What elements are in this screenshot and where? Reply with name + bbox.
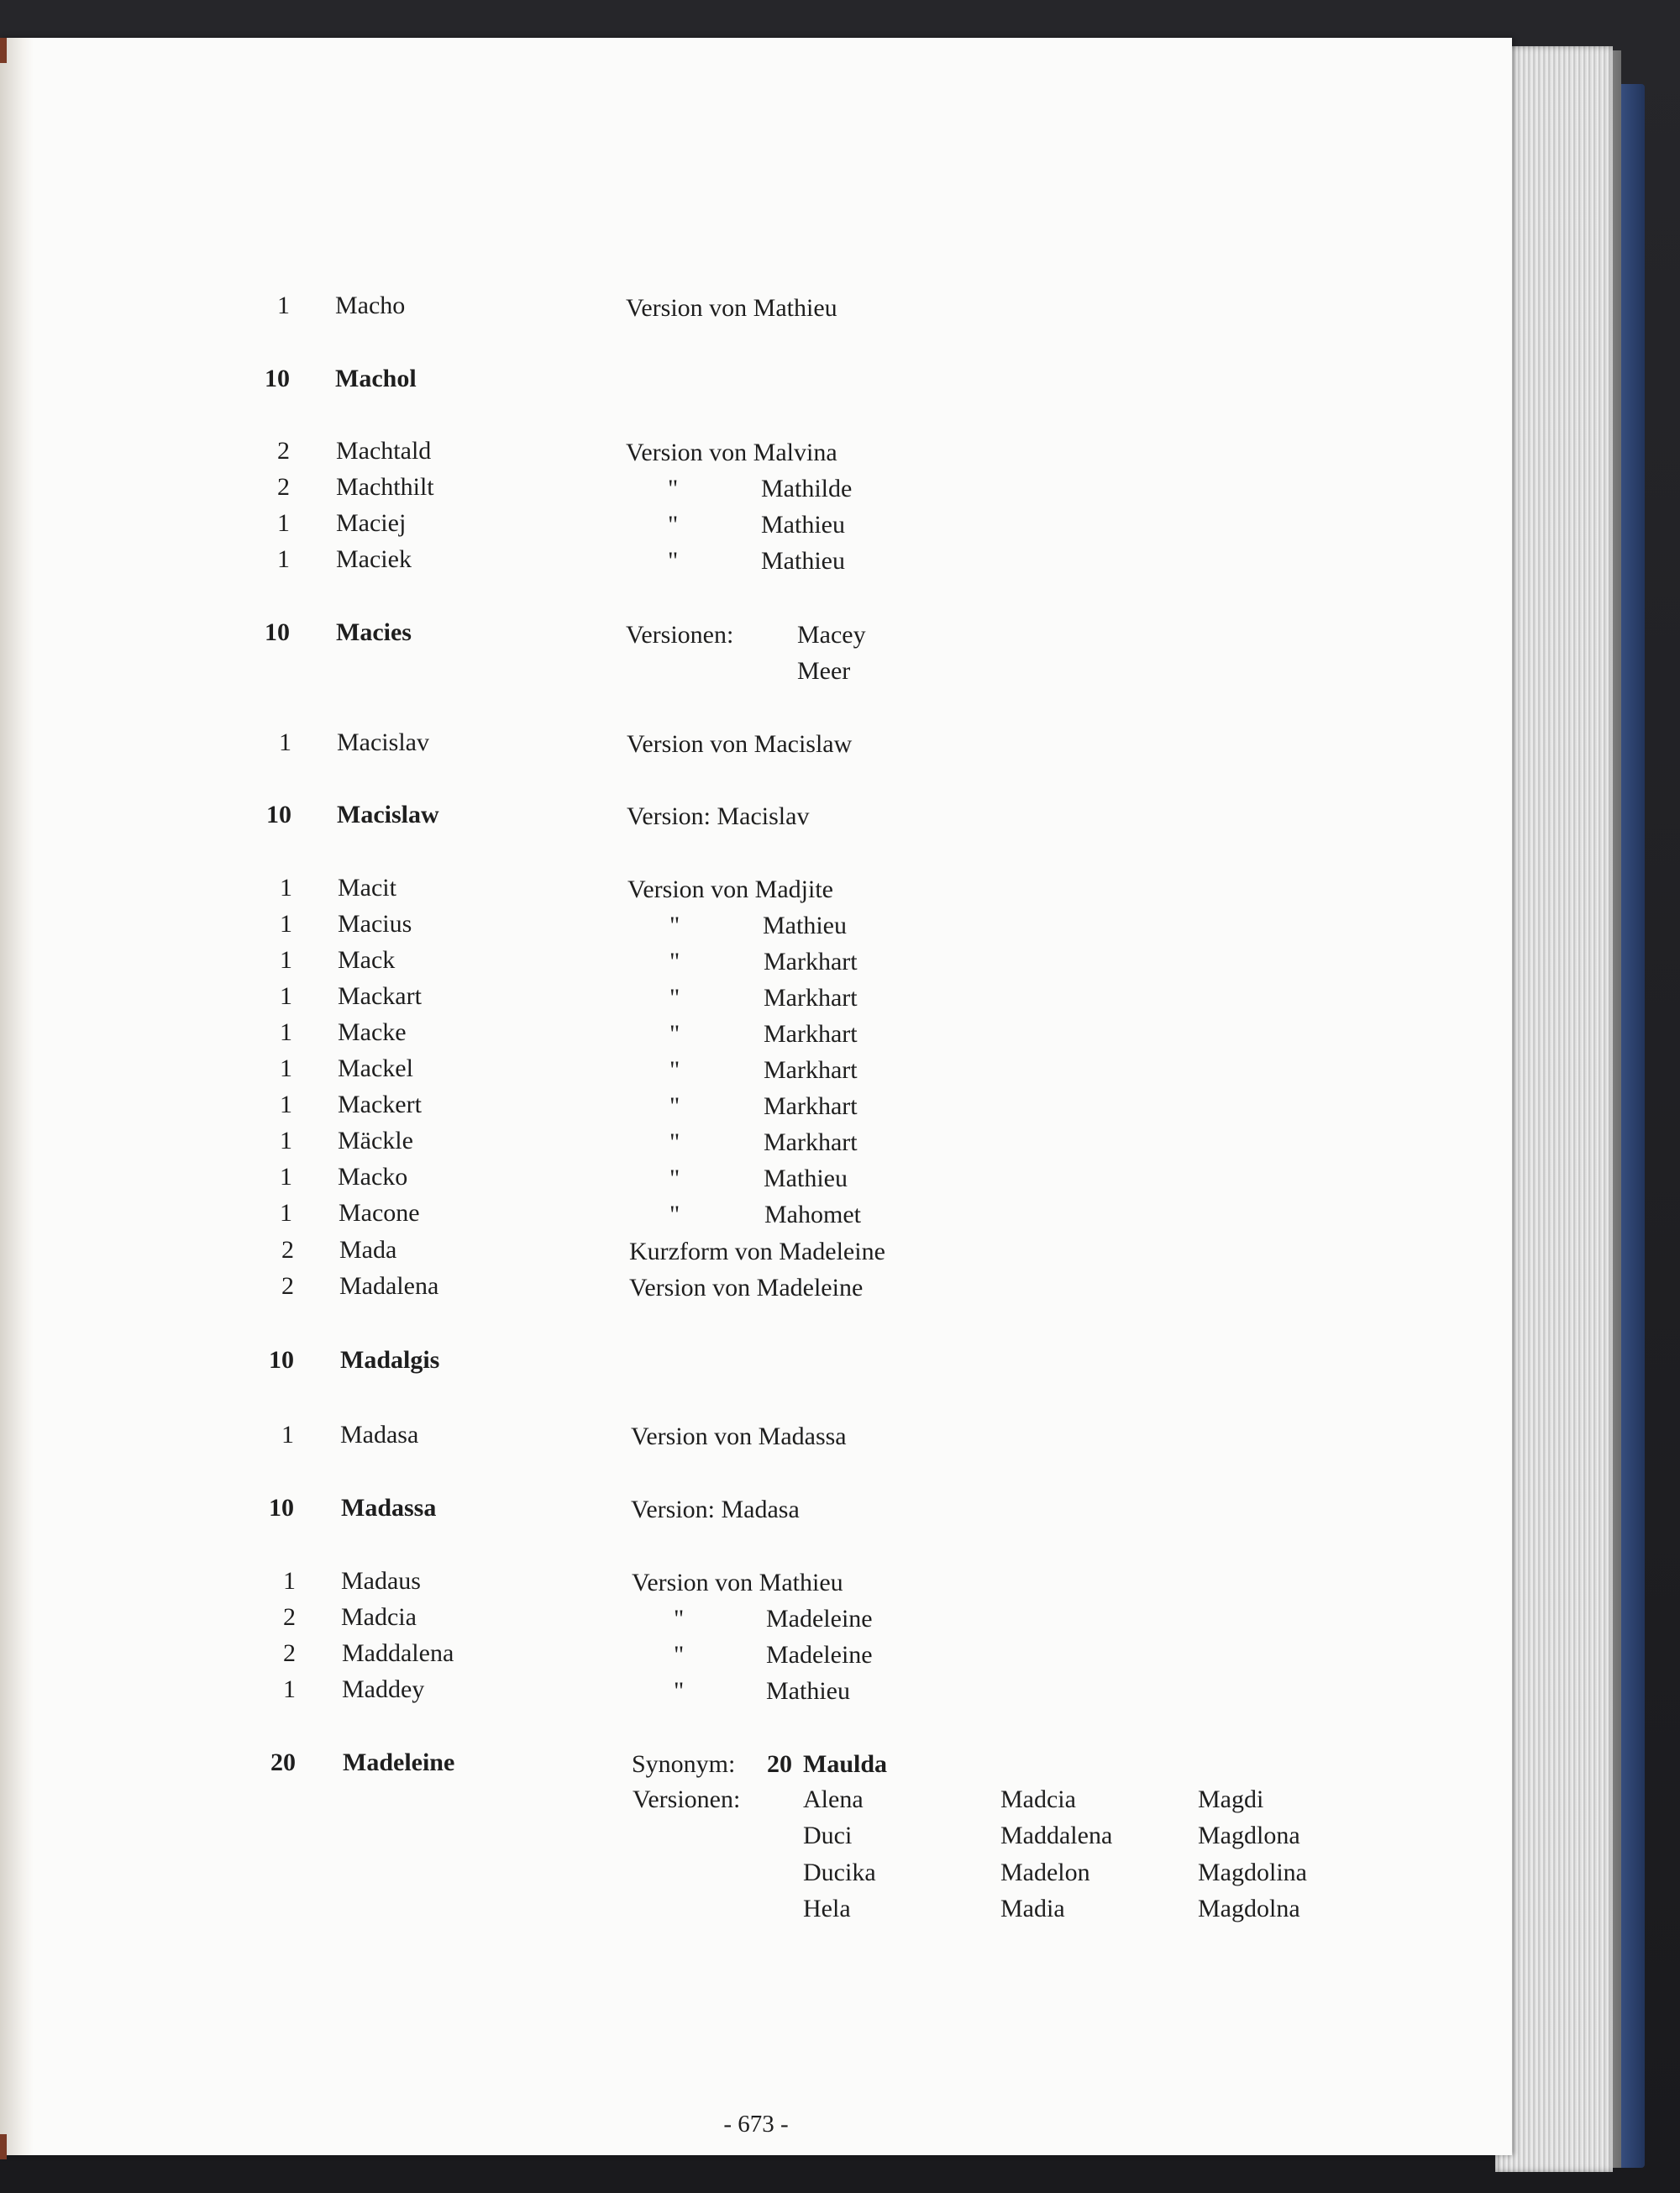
- entry-name: Mackart: [338, 982, 422, 1010]
- version-name: Madcia: [1000, 1785, 1076, 1813]
- version-name: Magdolina: [1198, 1859, 1307, 1886]
- entry-name: Mack: [338, 946, 396, 974]
- entry-frequency: 1: [280, 1091, 292, 1118]
- scan-bleed-mark-top: [0, 38, 7, 63]
- entry-name: Machol: [335, 365, 417, 392]
- entry-frequency: 10: [269, 1346, 294, 1374]
- entry-frequency: 10: [265, 365, 290, 392]
- synonym-frequency: 20: [767, 1750, 792, 1778]
- entry-name: Macho: [335, 292, 406, 319]
- entry-description: Kurzform von Madeleine: [629, 1238, 885, 1265]
- entry-frequency: 1: [277, 292, 290, 319]
- entry-description: Version: Madasa: [631, 1496, 800, 1523]
- version-name: Magdi: [1198, 1785, 1264, 1813]
- entry-frequency: 2: [283, 1639, 296, 1667]
- entry-frequency: 10: [266, 801, 291, 828]
- entry-reference: Markhart: [764, 1056, 858, 1084]
- entry-frequency: 2: [281, 1236, 294, 1264]
- entry-reference: Markhart: [764, 1092, 858, 1120]
- entry-name: Madalena: [339, 1272, 439, 1300]
- entry-name: Machthilt: [336, 473, 434, 501]
- entry-frequency: 1: [277, 509, 290, 537]
- entry-name: Macislaw: [337, 801, 439, 828]
- entry-frequency: 2: [277, 437, 290, 465]
- entry-reference: Mahomet: [764, 1201, 861, 1228]
- entry-reference: Mathieu: [763, 912, 847, 939]
- page-gutter-shadow: [0, 38, 34, 2155]
- versions-label: Versionen:: [626, 621, 734, 649]
- entry-frequency: 1: [280, 1127, 292, 1154]
- versions-label: Versionen:: [633, 1785, 741, 1813]
- version-name: Alena: [803, 1785, 864, 1813]
- entry-name: Madcia: [341, 1603, 417, 1631]
- entry-name: Macit: [338, 874, 396, 902]
- version-name: Meer: [797, 657, 851, 685]
- entry-name: Maddalena: [342, 1639, 454, 1667]
- entry-reference: Madeleine: [766, 1641, 873, 1669]
- entry-reference: Mathieu: [766, 1677, 850, 1705]
- entry-frequency: 1: [280, 1163, 292, 1191]
- entry-name: Madaus: [341, 1567, 421, 1595]
- entry-reference: Markhart: [764, 1128, 858, 1156]
- entry-frequency: 1: [280, 1199, 292, 1227]
- entry-name: Maddey: [342, 1675, 425, 1703]
- entry-frequency: 10: [265, 618, 290, 646]
- version-name: Macey: [797, 621, 866, 649]
- entry-frequency: 1: [283, 1567, 296, 1595]
- version-name: Madia: [1000, 1895, 1065, 1922]
- version-name: Madelon: [1000, 1859, 1090, 1886]
- entry-reference: Markhart: [764, 948, 858, 976]
- entry-frequency: 1: [277, 545, 290, 573]
- ditto-mark: ": [669, 1092, 680, 1120]
- entry-name: Madeleine: [343, 1749, 455, 1776]
- entry-frequency: 2: [277, 473, 290, 501]
- entry-description: Version von Macislaw: [627, 730, 853, 758]
- entry-reference: Markhart: [764, 984, 858, 1012]
- entry-frequency: 1: [280, 910, 292, 938]
- entry-frequency: 2: [283, 1603, 296, 1631]
- entry-frequency: 1: [280, 946, 292, 974]
- version-name: Magdlona: [1198, 1822, 1300, 1849]
- ditto-mark: ": [674, 1641, 685, 1669]
- entry-name: Macislav: [337, 728, 429, 756]
- entry-frequency: 1: [280, 982, 292, 1010]
- entry-name: Mackert: [338, 1091, 422, 1118]
- entry-name: Macone: [339, 1199, 420, 1227]
- ditto-mark: ": [668, 547, 679, 575]
- entry-frequency: 1: [281, 1421, 294, 1449]
- entry-frequency: 1: [280, 1018, 292, 1046]
- entry-description: Version von Malvina: [626, 439, 837, 466]
- entry-name: Madasa: [340, 1421, 419, 1449]
- entry-name: Macko: [338, 1163, 408, 1191]
- entry-name: Mäckle: [338, 1127, 413, 1154]
- ditto-mark: ": [669, 1201, 680, 1228]
- ditto-mark: ": [669, 984, 680, 1012]
- entry-name: Macius: [338, 910, 412, 938]
- version-name: Magdolna: [1198, 1895, 1300, 1922]
- entry-name: Mada: [339, 1236, 397, 1264]
- entry-reference: Markhart: [764, 1020, 858, 1048]
- entry-description: Version von Mathieu: [632, 1569, 843, 1596]
- entry-name: Maciek: [336, 545, 412, 573]
- ditto-mark: ": [669, 1128, 680, 1156]
- entry-frequency: 10: [269, 1494, 294, 1522]
- entry-frequency: 1: [280, 874, 292, 902]
- version-name: Maddalena: [1000, 1822, 1113, 1849]
- ditto-mark: ": [668, 475, 679, 502]
- ditto-mark: ": [669, 948, 680, 976]
- entry-reference: Mathieu: [764, 1165, 848, 1192]
- ditto-mark: ": [669, 1165, 680, 1192]
- ditto-mark: ": [674, 1677, 685, 1705]
- synonym-label: Synonym:: [632, 1750, 736, 1778]
- version-name: Hela: [803, 1895, 851, 1922]
- entry-frequency: 20: [270, 1749, 296, 1776]
- entry-description: Version von Madassa: [631, 1423, 847, 1450]
- entry-name: Macke: [338, 1018, 407, 1046]
- ditto-mark: ": [669, 1020, 680, 1048]
- ditto-mark: ": [669, 912, 680, 939]
- entry-name: Mackel: [338, 1054, 413, 1082]
- entry-description: Version von Mathieu: [626, 294, 837, 322]
- ditto-mark: ": [669, 1056, 680, 1084]
- entry-reference: Mathilde: [761, 475, 853, 502]
- entry-name: Machtald: [336, 437, 432, 465]
- entry-frequency: 2: [281, 1272, 294, 1300]
- entry-frequency: 1: [283, 1675, 296, 1703]
- ditto-mark: ": [668, 511, 679, 539]
- entry-name: Madassa: [341, 1494, 437, 1522]
- synonym-name: Maulda: [803, 1750, 888, 1778]
- entry-description: Version von Madjite: [627, 876, 833, 903]
- entry-name: Maciej: [336, 509, 407, 537]
- entry-description: Version von Madeleine: [629, 1274, 864, 1302]
- page-number: - 673 -: [723, 2111, 789, 2138]
- page-stack-edge: [1495, 46, 1613, 2172]
- entry-frequency: 1: [280, 1054, 292, 1082]
- entry-name: Macies: [336, 618, 412, 646]
- entry-frequency: 1: [279, 728, 291, 756]
- version-name: Ducika: [803, 1859, 876, 1886]
- entry-name: Madalgis: [340, 1346, 440, 1374]
- entry-description: Version: Macislav: [627, 802, 810, 830]
- entry-reference: Madeleine: [766, 1605, 873, 1633]
- version-name: Duci: [803, 1822, 853, 1849]
- entry-reference: Mathieu: [761, 511, 845, 539]
- entry-reference: Mathieu: [761, 547, 845, 575]
- ditto-mark: ": [674, 1605, 685, 1633]
